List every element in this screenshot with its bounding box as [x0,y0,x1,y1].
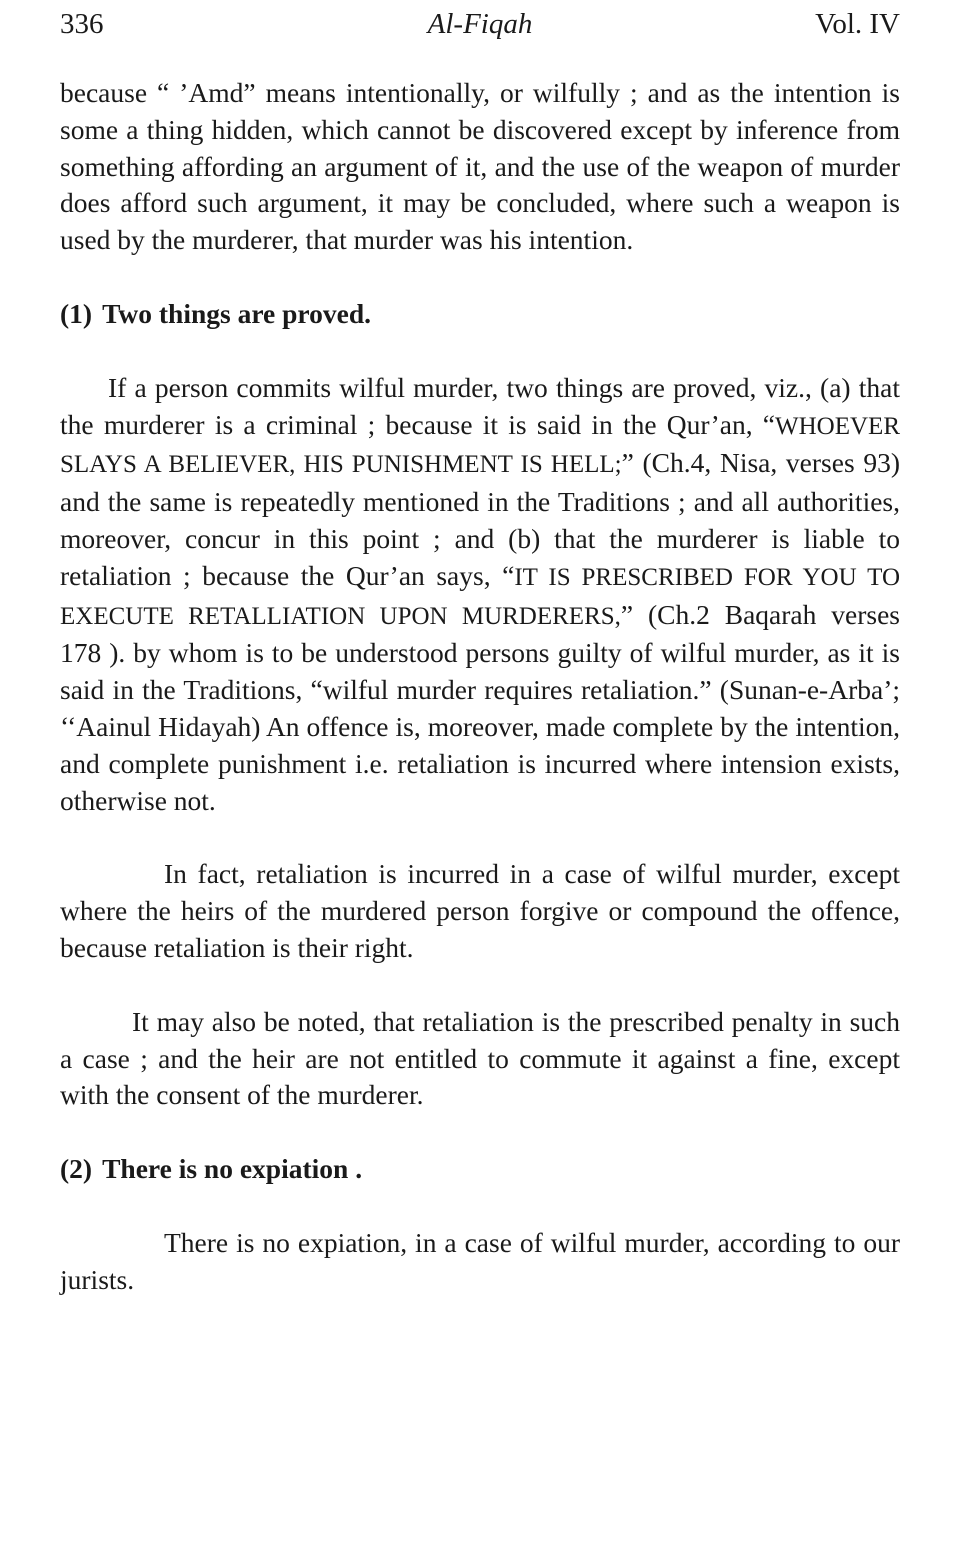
paragraph-retaliation-incurred: In fact, retaliation is incurred in a case of wilful murder, except where the heirs of the murdered person forgive or compound the offence, because retaliation is their right. [60,858,900,963]
paragraph-two-things-part-c: ” (Ch.2 Baqarah verses 178 ). by whom is to be understood persons guilty of wilful murder, as it is said in the Traditions, “wilful murder requires retaliation.” (Sunan-e-Arba’; ‘‘Aainul Hidayah) An offence is, moreover, made complete by the intention, and complete punishment i.e. retaliation is incurred where intension exists, otherwise not. [60,598,900,816]
paragraph-amd-meaning: because “ ’Amd” means intentionally, or wilfully ; and as the intention is some a thing hidden, which cannot be discovered except by inference from something affording an argument of it, and the use of the weapon of murder does afford such argument, it may be concluded, where such a weapon is used by the murderer, that murder was his intention. [60,77,900,256]
volume-label: Vol. IV [815,8,900,40]
book-title: Al-Fiqah [427,8,533,40]
section-heading-2-number: (2) [60,1153,93,1185]
section-heading-2-text: There is no expiation . [102,1153,363,1185]
running-header [60,4,900,44]
paragraph-two-things-part-a: If a person commits wilful murder, two things are proved, viz., (a) that the murderer is a criminal ; because it is said in the Qur’an, “ [60,371,900,440]
section-heading-1 [60,296,900,333]
quran-quote-baqarah: IT IS PRESCRIBED FOR YOU TO EXECUTE RETALLIATION UPON MURDERERS, [60,563,900,630]
page-number: 336 [60,8,104,40]
paragraph-two-things-part-b: ” (Ch.4, Nisa, verses 93) and the same is repeatedly mentioned in the Traditions ; and all authorities, moreover, concur in this point ; and (b) that the murderer is liable to retaliation ; because the Qur’an says, “ [60,447,900,591]
quran-quote-nisa: WHOEVER SLAYS A BELIEVER, HIS PUNISHMENT IS HELL; [60,412,900,479]
paragraph-two-things-proved [60,370,900,820]
section-heading-2 [60,1151,900,1188]
section-heading-1-text: Two things are proved. [102,297,371,329]
paragraph-no-expiation: There is no expiation, in a case of wilful murder, according to our jurists. [60,1226,900,1295]
page-body [60,75,900,1299]
section-heading-1-number: (1) [60,297,93,329]
paragraph-prescribed-penalty: It may also be noted, that retaliation is the prescribed penalty in such a case ; and the heir are not entitled to commute it against a fine, except with the consent of the murderer. [60,1005,900,1111]
